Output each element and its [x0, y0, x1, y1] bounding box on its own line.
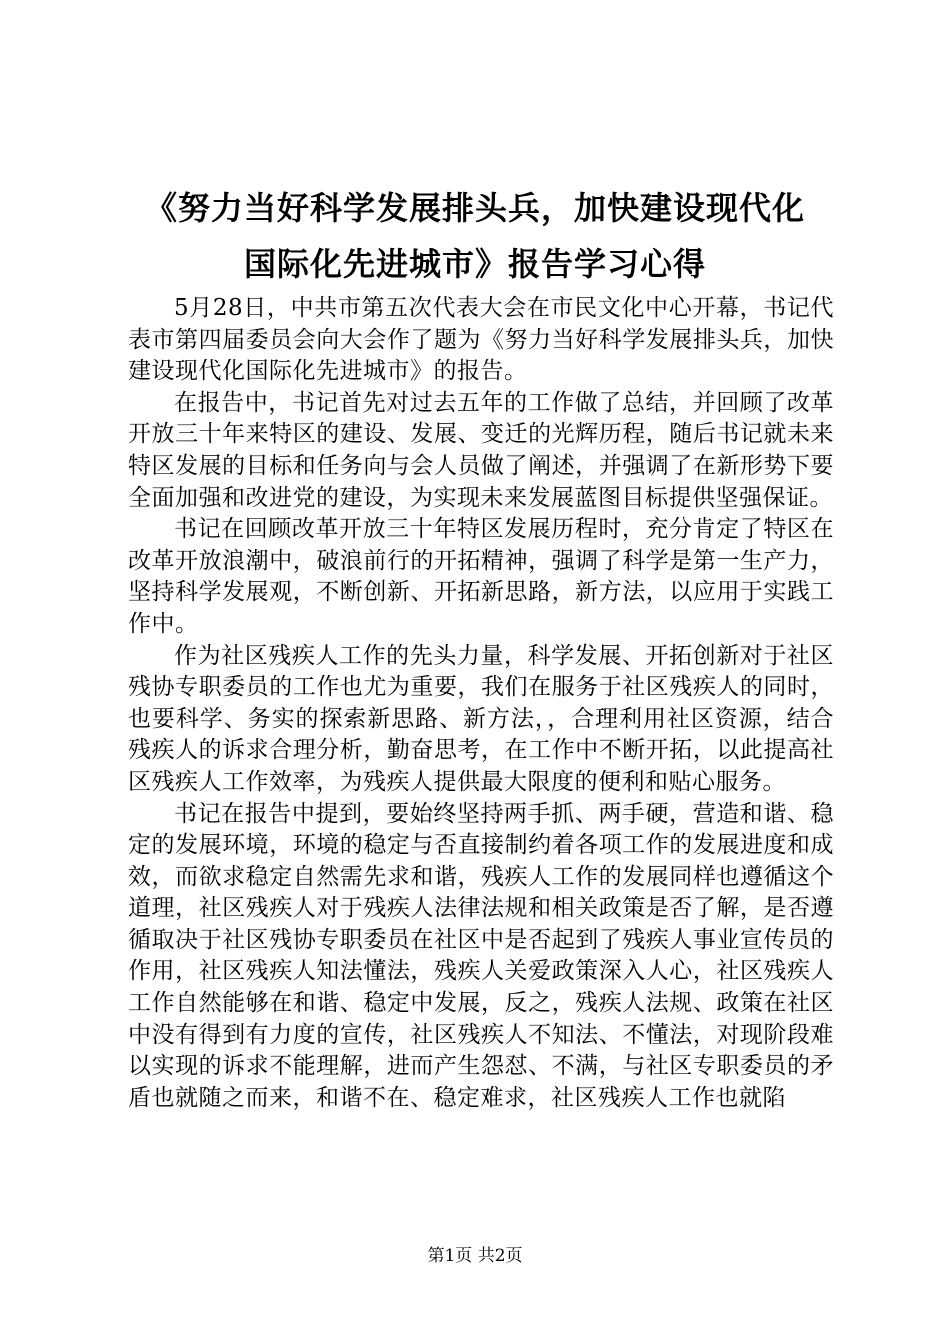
- paragraph-3: 书记在回顾改革开放三十年特区发展历程时，充分肯定了特区在改革开放浪潮中，破浪前行的开拓精神，强调了科学是第一生产力，坚持科学发展观，不断创新、开拓新思路，新方法，以应用于实践工作中。: [128, 516, 834, 637]
- paragraph-5: 书记在报告中提到，要始终坚持两手抓、两手硬，营造和谐、稳定的发展环境，环境的稳定与否直接制约着各项工作的发展进度和成效，而欲求稳定自然需先求和谐，残疾人工作的发展同样也遵循这个道理，社区残疾人对于残疾人法律法规和相关政策是否了解，是否遵循取决于社区残协专职委员在社区中是否起到了残疾人事业宣传员的作用，社区残疾人知法懂法，残疾人关爱政策深入人心，社区残疾人工作自然能够在和谐、稳定中发展，反之，残疾人法规、政策在社区中没有得到有力度的宣传，社区残疾人不知法、不懂法，对现阶段难以实现的诉求不能理解，进而产生怨怼、不满，与社区专职委员的矛盾也就随之而来，和谐不在、稳定难求，社区残疾人工作也就陷: [128, 800, 834, 1111]
- document-title: [110, 180, 840, 292]
- page-footer: 第1页 共2页: [427, 1246, 523, 1266]
- paragraph-2: 在报告中，书记首先对过去五年的工作做了总结，并回顾了改革开放三十年来特区的建设、发展、变迁的光辉历程，随后书记就未来特区发展的目标和任务向与会人员做了阐述，并强调了在新形势下要全面加强和改进党的建设，为实现未来发展蓝图目标提供坚强保证。: [128, 389, 834, 511]
- paragraph-1: 5月28日，中共市第五次代表大会在市民文化中心开幕，书记代表市第四届委员会向大会作了题为《努力当好科学发展排头兵，加快建设现代化国际化先进城市》的报告。: [128, 295, 834, 385]
- title-line-1: 《努力当好科学发展排头兵，加快建设现代化: [144, 189, 805, 227]
- paragraph-4: 作为社区残疾人工作的先头力量，科学发展、开拓创新对于社区残协专职委员的工作也尤为重要，我们在服务于社区残疾人的同时，也要科学、务实的探索新思路、新方法，，合理利用社区资源，结合残疾人的诉求合理分析，勤奋思考，在工作中不断开拓，以此提高社区残疾人工作效率，为残疾人提供最大限度的便利和贴心服务。: [128, 642, 834, 795]
- document-body: [128, 293, 834, 1114]
- title-line-2: 国际化先进城市》报告学习心得: [243, 245, 706, 283]
